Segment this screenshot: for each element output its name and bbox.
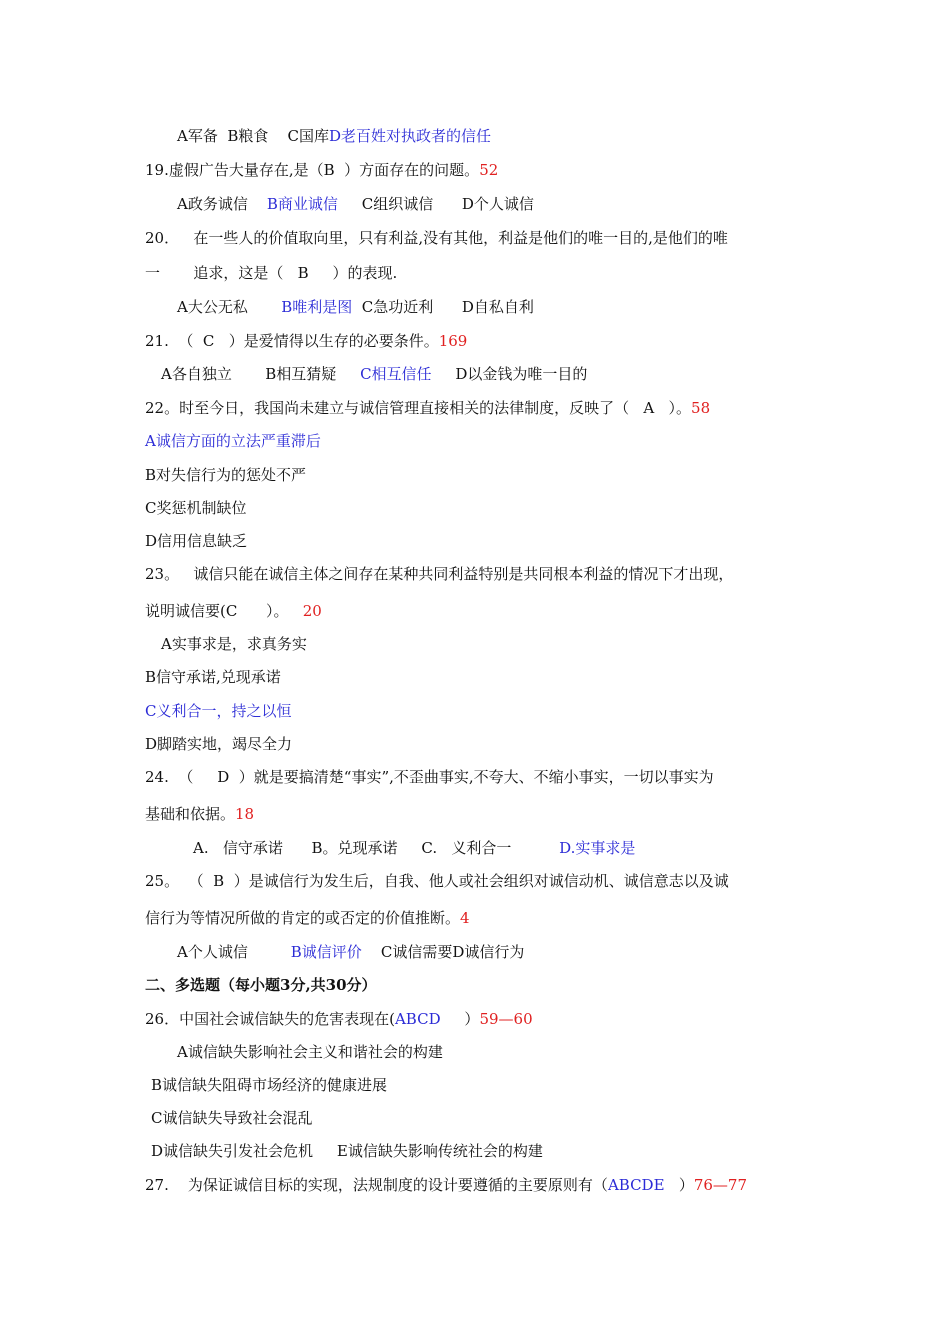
- text-line: [145, 431, 321, 451]
- text-line: [145, 564, 733, 584]
- text-segment: 二、多选题（每小题3分,共30分）: [145, 976, 377, 994]
- text-segment: B商业诚信: [266, 195, 338, 213]
- text-line: [151, 1075, 387, 1095]
- text-line: [145, 767, 714, 787]
- text-line: [151, 1141, 543, 1161]
- text-line: [177, 126, 491, 146]
- text-segment: A诚信缺失影响社会主义和谐社会的构建: [177, 1043, 443, 1061]
- text-line: [161, 634, 307, 654]
- text-segment: 24. （ D ）就是要搞清楚“事实”,不歪曲事实,不夸大、不缩小事实，一切以事实为: [145, 768, 714, 786]
- text-segment: 76—77: [693, 1176, 748, 1194]
- text-line: [177, 297, 534, 317]
- text-segment: A军备 B粮食 C国库: [177, 127, 329, 145]
- text-segment: C相互信任: [360, 365, 432, 383]
- text-segment: ABCDE: [607, 1176, 665, 1194]
- text-segment: A诚信方面的立法严重滞后: [145, 432, 321, 450]
- text-segment: 18: [235, 805, 255, 823]
- text-line: [193, 838, 635, 858]
- text-segment: D诚信缺失引发社会危机 E诚信缺失影响传统社会的构建: [151, 1142, 543, 1160]
- text-line: [151, 1108, 312, 1128]
- text-line: [145, 1009, 533, 1029]
- text-line: [145, 908, 470, 928]
- text-segment: 信行为等情况所做的肯定的或否定的价值推断。: [145, 909, 461, 927]
- text-segment: D以金钱为唯一目的: [431, 365, 588, 383]
- text-segment: 说明诚信要(C ）。: [145, 602, 303, 620]
- text-segment: A实事求是，求真务实: [161, 635, 307, 653]
- text-segment: 19.虚假广告大量存在,是（B ）方面存在的问题。: [145, 161, 480, 179]
- text-segment: B唯利是图: [281, 298, 353, 316]
- text-line: [145, 465, 306, 485]
- text-segment: C义利合一，持之以恒: [145, 702, 292, 720]
- text-segment: C急功近利 D自私自利: [352, 298, 534, 316]
- text-line: [177, 942, 524, 962]
- text-segment: D老百姓对执政者的信任: [328, 127, 491, 145]
- text-line: [145, 331, 467, 351]
- text-line: [177, 1042, 443, 1062]
- text-segment: B对失信行为的惩处不严: [145, 466, 307, 484]
- text-segment: 一 追求，这是（ B ）的表现.: [145, 264, 398, 282]
- text-line: [145, 228, 728, 248]
- text-line: [145, 1175, 747, 1195]
- text-line: [145, 531, 247, 551]
- text-line: [145, 263, 397, 283]
- text-line: [145, 398, 710, 418]
- text-segment: 27. 为保证诚信目标的实现，法规制度的设计要遵循的主要原则有（: [145, 1176, 608, 1194]
- text-segment: ABCD: [394, 1010, 441, 1028]
- text-segment: C奖惩机制缺位: [145, 499, 247, 517]
- text-segment: C诚信缺失导致社会混乱: [151, 1109, 313, 1127]
- text-segment: 59—60: [479, 1010, 533, 1028]
- text-line: [145, 160, 498, 180]
- text-segment: D.实事求是: [559, 839, 636, 857]
- text-line: [145, 975, 377, 995]
- text-line: [145, 734, 292, 754]
- text-segment: B诚信缺失阻碍市场经济的健康进展: [151, 1076, 388, 1094]
- text-segment: 58: [691, 399, 711, 417]
- text-segment: C诚信需要D诚信行为: [361, 943, 525, 961]
- text-segment: A. 信守承诺 B。兑现承诺 C. 义利合一: [193, 839, 560, 857]
- text-segment: 20． 在一些人的价值取向里，只有利益,没有其他，利益是他们的唯一目的,是他们的唯: [145, 229, 728, 247]
- text-segment: B信守承诺,兑现承诺: [145, 668, 281, 686]
- text-segment: 20: [302, 602, 322, 620]
- text-segment: A各自独立 B相互猜疑: [161, 365, 361, 383]
- text-segment: ）: [664, 1176, 694, 1194]
- text-line: [145, 701, 291, 721]
- text-line: [145, 667, 281, 687]
- text-line: [177, 194, 534, 214]
- text-segment: 25。 （ B ）是诚信行为发生后，自我、他人或社会组织对诚信动机、诚信意志以及诚: [145, 872, 729, 890]
- text-segment: A个人诚信: [177, 943, 291, 961]
- text-segment: D信用信息缺乏: [145, 532, 248, 550]
- text-segment: A政务诚信: [177, 195, 267, 213]
- text-segment: B诚信评价: [290, 943, 362, 961]
- text-segment: 26．中国社会诚信缺失的危害表现在(: [145, 1010, 395, 1028]
- text-segment: ）: [440, 1010, 480, 1028]
- text-line: [161, 364, 587, 384]
- text-line: [145, 601, 322, 621]
- text-segment: D脚踏实地，竭尽全力: [145, 735, 293, 753]
- text-segment: 4: [460, 909, 470, 927]
- text-segment: C组织诚信 D个人诚信: [337, 195, 534, 213]
- text-segment: A大公无私: [177, 298, 282, 316]
- text-segment: 169: [438, 332, 468, 350]
- text-segment: 21. （ C ）是爱情得以生存的必要条件。: [145, 332, 439, 350]
- text-segment: 22。时至今日，我国尚未建立与诚信管理直接相关的法律制度，反映了（ A ）。: [145, 399, 692, 417]
- text-line: [145, 498, 246, 518]
- text-segment: 52: [479, 161, 499, 179]
- text-line: [145, 804, 254, 824]
- text-segment: 23。 诚信只能在诚信主体之间存在某种共同利益特别是共同根本利益的情况下才出现，: [145, 565, 734, 583]
- text-line: [145, 871, 729, 891]
- text-segment: 基础和依据。: [145, 805, 236, 823]
